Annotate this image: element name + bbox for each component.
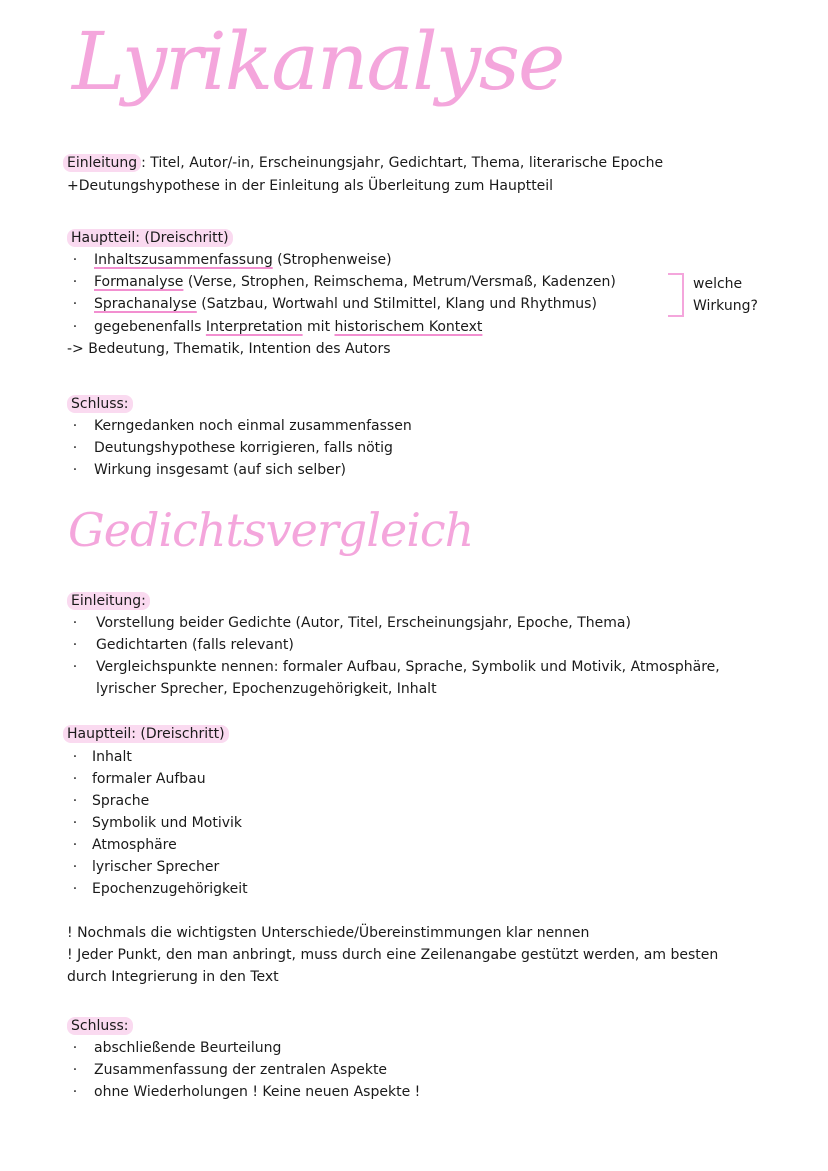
einleitung-label: Einleitung — [63, 154, 141, 172]
vergleich-hauptteil-item: lyrischer Sprecher — [92, 859, 220, 875]
vergleich-hauptteil-label: Hauptteil: (Dreischritt) — [63, 725, 229, 743]
bullet-icon: · — [72, 881, 78, 897]
note-line: durch Integrierung in den Text — [67, 969, 279, 985]
vergleich-hauptteil-item: Symbolik und Motivik — [92, 815, 242, 831]
vergleich-hauptteil-item: Atmosphäre — [92, 837, 177, 853]
section-title: Gedichtsvergleich — [68, 503, 474, 557]
underlined-term: Inhaltszusammenfassung — [94, 252, 273, 268]
hauptteil-label: Hauptteil: (Dreischritt) — [67, 229, 233, 247]
bullet-icon: · — [72, 418, 78, 434]
einleitung-line-2: +Deutungshypothese in der Einleitung als Überleitung zum Hauptteil — [67, 178, 554, 194]
bullet-icon: · — [72, 440, 78, 456]
bullet-icon: · — [72, 1040, 78, 1056]
vergleich-einleitung-label-wrap — [67, 591, 150, 611]
bullet-icon: · — [72, 815, 78, 831]
vergleich-einleitung-item: Gedichtarten (falls relevant) — [96, 637, 294, 653]
vergleich-hauptteil-item: formaler Aufbau — [92, 771, 206, 787]
bullet-icon: · — [72, 1062, 78, 1078]
item-mid: mit — [302, 319, 335, 335]
hauptteil-label-wrap — [67, 228, 233, 248]
bullet-icon: · — [72, 749, 78, 765]
note-line: ! Jeder Punkt, den man anbringt, muss durch eine Zeilenangabe gestützt werden, am besten — [67, 947, 719, 963]
bullet-icon: · — [72, 296, 78, 312]
underlined-term: Sprachanalyse — [94, 296, 197, 312]
bullet-icon: · — [72, 274, 78, 290]
underlined-term: Interpretation — [205, 319, 303, 335]
item-rest: (Strophenweise) — [272, 252, 392, 268]
underlined-term: historischem Kontext — [334, 319, 483, 335]
bullet-icon: · — [72, 771, 78, 787]
item-pre: gegebenenfalls — [94, 319, 206, 335]
vergleich-hauptteil-item: Inhalt — [92, 749, 132, 765]
schluss-label-wrap — [67, 394, 133, 414]
einleitung-text: : Titel, Autor/-in, Erscheinungsjahr, Gedichtart, Thema, literarische Epoche — [141, 155, 664, 171]
vergleich-schluss-label: Schluss: — [67, 1017, 133, 1035]
bracket-mark — [668, 273, 684, 317]
hauptteil-item-1 — [94, 250, 392, 270]
schluss-item: Kerngedanken noch einmal zusammenfassen — [94, 418, 412, 434]
hauptteil-item-3 — [94, 294, 597, 314]
side-note-line-1: welche — [693, 276, 743, 292]
vergleich-schluss-label-wrap — [67, 1016, 133, 1036]
bullet-icon: · — [72, 837, 78, 853]
item-rest: (Satzbau, Wortwahl und Stilmittel, Klang und Rhythmus) — [196, 296, 597, 312]
bullet-icon: · — [72, 637, 78, 653]
vergleich-hauptteil-item: Epochenzugehörigkeit — [92, 881, 248, 897]
page-title: Lyrikanalyse — [72, 15, 564, 108]
vergleich-einleitung-label: Einleitung: — [67, 592, 150, 610]
hauptteil-item-4 — [94, 317, 482, 337]
bullet-icon: · — [72, 615, 78, 631]
bullet-icon: · — [72, 462, 78, 478]
schluss-item: Deutungshypothese korrigieren, falls nötig — [94, 440, 393, 456]
bullet-icon: · — [72, 793, 78, 809]
vergleich-einleitung-item: Vergleichspunkte nennen: formaler Aufbau, Sprache, Symbolik und Motivik, Atmosphäre, — [96, 659, 720, 675]
schluss-item: Wirkung insgesamt (auf sich selber) — [94, 462, 346, 478]
vergleich-einleitung-continuation: lyrischer Sprecher, Epochenzugehörigkeit, Inhalt — [96, 681, 437, 697]
bullet-icon: · — [72, 252, 78, 268]
einleitung-line-1 — [63, 153, 663, 173]
item-rest: (Verse, Strophen, Reimschema, Metrum/Versmaß, Kadenzen) — [183, 274, 616, 290]
bullet-icon: · — [72, 859, 78, 875]
schluss-label: Schluss: — [67, 395, 133, 413]
vergleich-hauptteil-label-wrap — [63, 724, 229, 744]
bullet-icon: · — [72, 659, 78, 675]
bullet-icon: · — [72, 319, 78, 335]
side-note-line-2: Wirkung? — [693, 298, 758, 314]
note-line: ! Nochmals die wichtigsten Unterschiede/Übereinstimmungen klar nennen — [67, 925, 590, 941]
bullet-icon: · — [72, 1084, 78, 1100]
arrow-line: -> Bedeutung, Thematik, Intention des Autors — [67, 341, 391, 357]
underlined-term: Formanalyse — [94, 274, 184, 290]
vergleich-schluss-item: ohne Wiederholungen ! Keine neuen Aspekte ! — [94, 1084, 421, 1100]
vergleich-hauptteil-item: Sprache — [92, 793, 150, 809]
hauptteil-item-2 — [94, 272, 616, 292]
vergleich-schluss-item: Zusammenfassung der zentralen Aspekte — [94, 1062, 388, 1078]
vergleich-einleitung-item: Vorstellung beider Gedichte (Autor, Titel, Erscheinungsjahr, Epoche, Thema) — [96, 615, 631, 631]
vergleich-schluss-item: abschließende Beurteilung — [94, 1040, 282, 1056]
